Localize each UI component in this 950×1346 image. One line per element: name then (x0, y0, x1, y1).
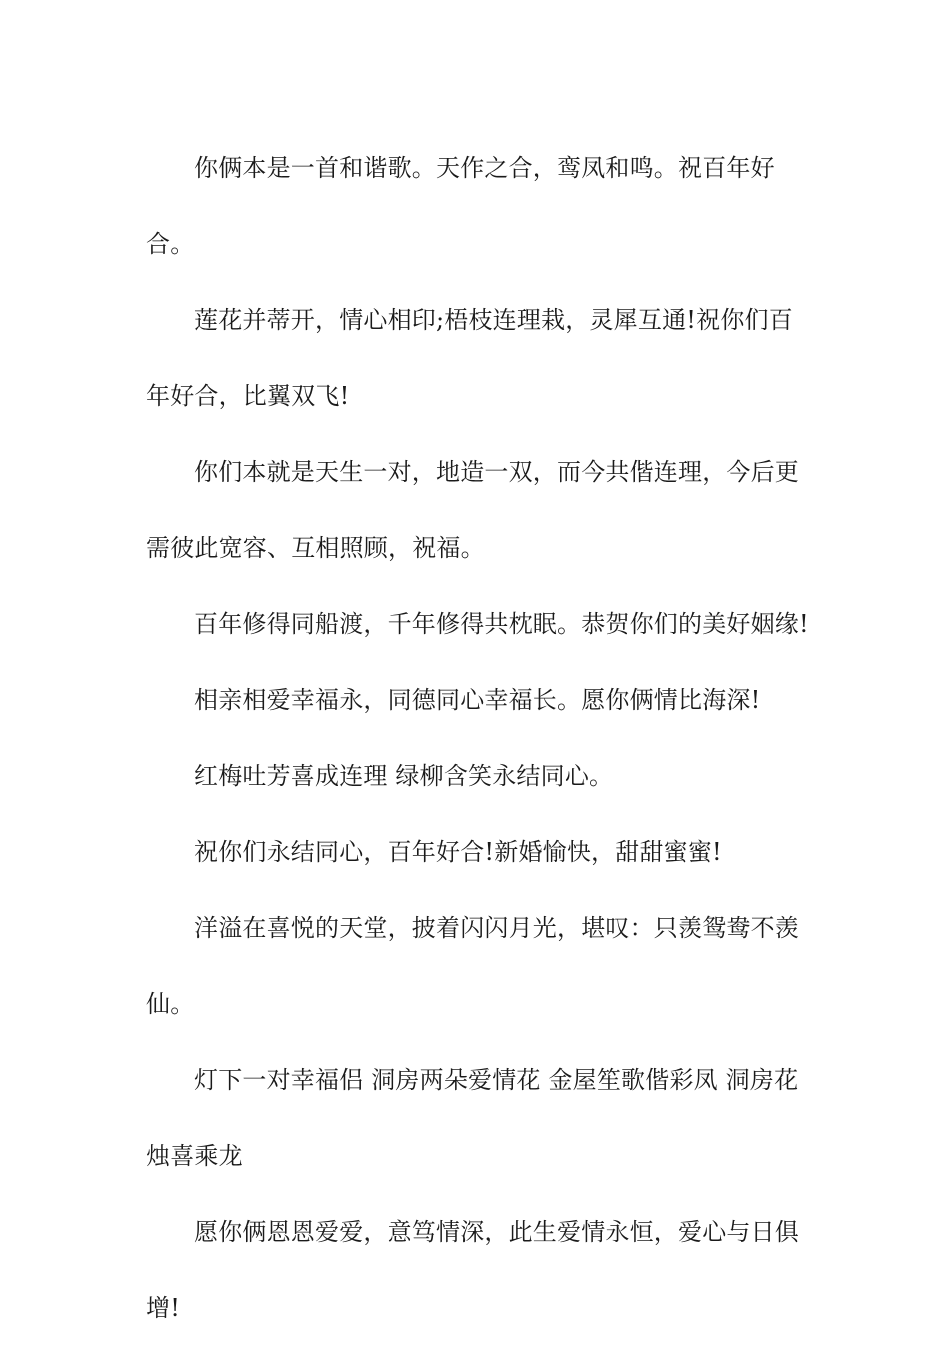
paragraph: 祝你们永结同心，百年好合!新婚愉快，甜甜蜜蜜! (194, 838, 722, 866)
paragraph: 你俩本是一首和谐歌。天作之合，鸾凤和鸣。祝百年好合。 (146, 154, 775, 258)
paragraph: 相亲相爱幸福永，同德同心幸福长。愿你俩情比海深! (194, 686, 761, 714)
paragraph: 红梅吐芳喜成连理 绿柳含笑永结同心。 (194, 762, 614, 790)
paragraph: 莲花并蒂开，情心相印;梧枝连理栽，灵犀互通!祝你们百年好合，比翼双飞! (146, 306, 793, 410)
paragraph: 洋溢在喜悦的天堂，披着闪闪月光，堪叹：只羡鸳鸯不羡仙。 (146, 914, 799, 1018)
paragraph: 百年修得同船渡，千年修得共枕眠。恭贺你们的美好姻缘! (194, 610, 809, 638)
paragraph: 灯下一对幸福侣 洞房两朵爱情花 金屋笙歌偕彩凤 洞房花烛喜乘龙 (146, 1066, 799, 1170)
paragraph: 你们本就是天生一对，地造一双，而今共偕连理，今后更需彼此宽容、互相照顾，祝福。 (146, 458, 799, 562)
paragraph: 愿你俩恩恩爱爱，意笃情深，此生爱情永恒，爱心与日俱增! (146, 1218, 799, 1322)
document-body (146, 130, 814, 1346)
